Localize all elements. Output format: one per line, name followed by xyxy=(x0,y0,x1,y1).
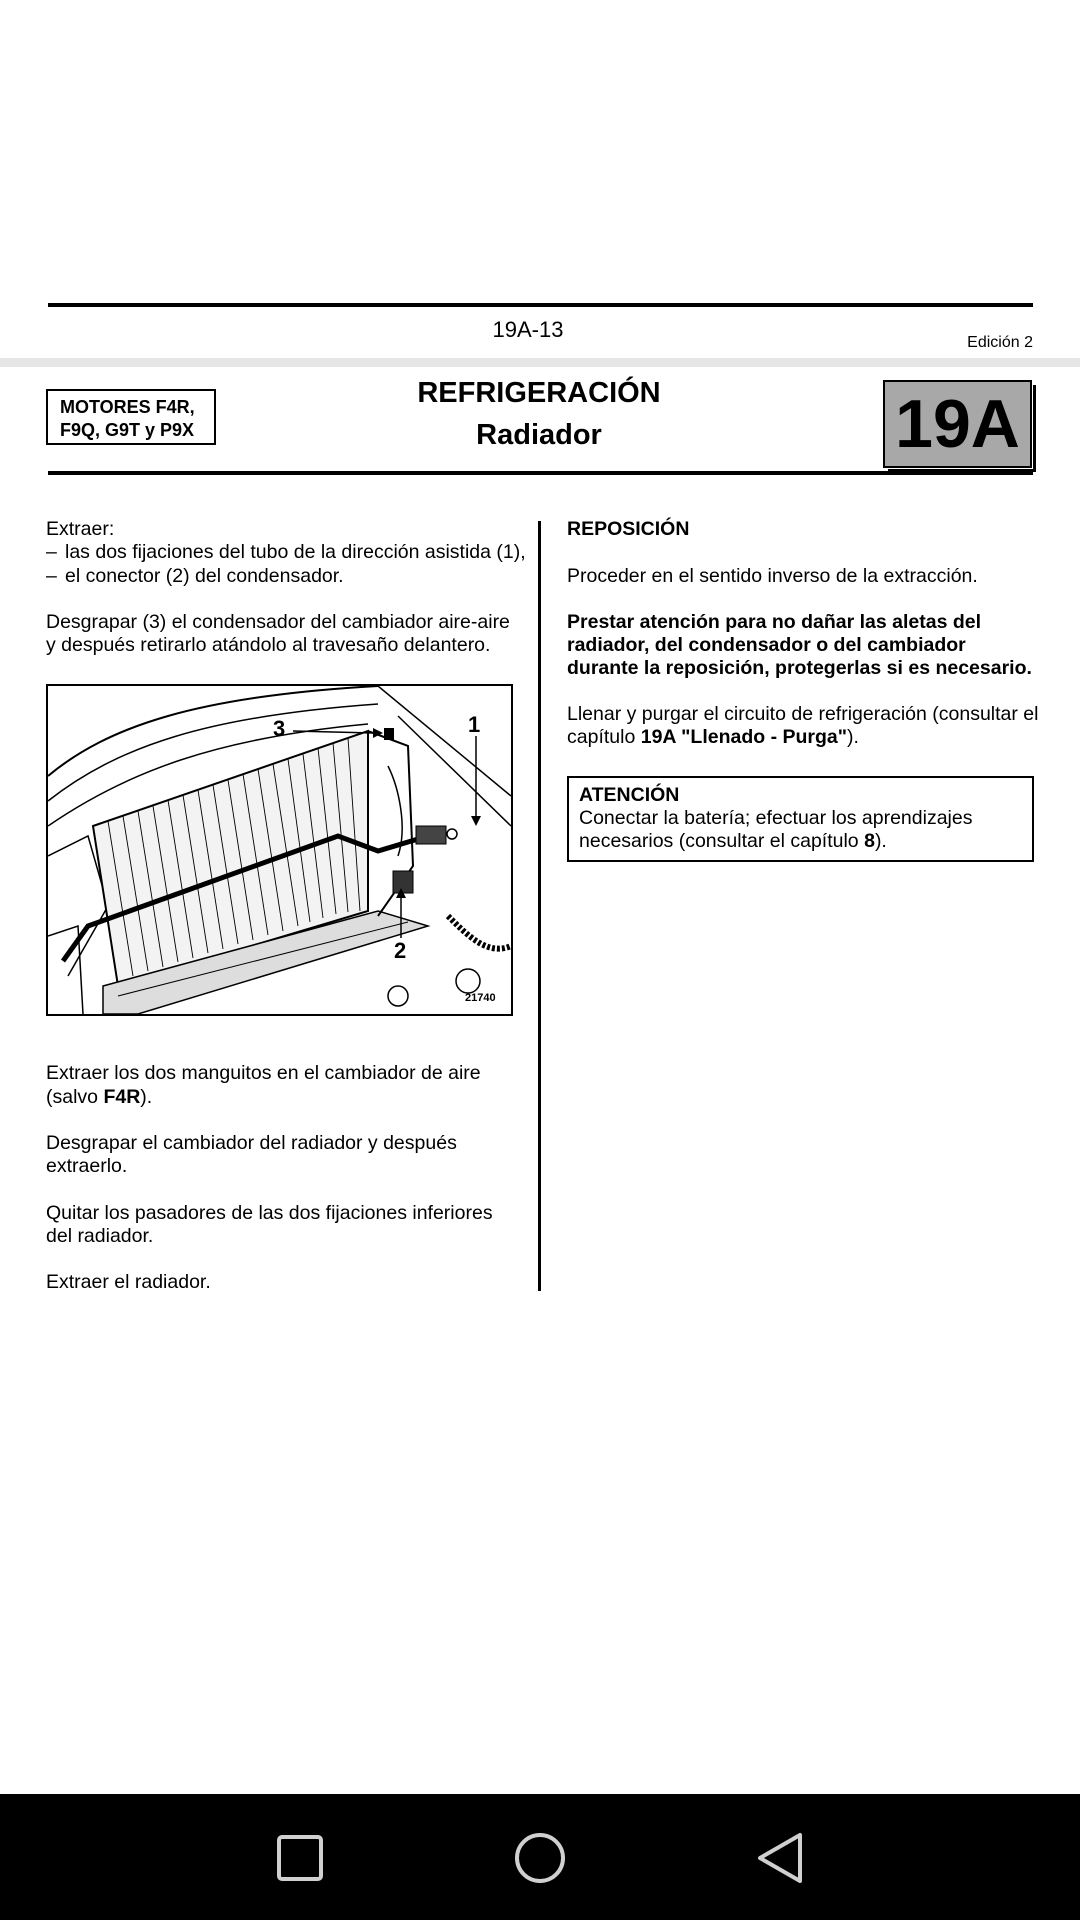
engine-code: F4R xyxy=(103,1086,141,1108)
back-button[interactable] xyxy=(745,1823,815,1893)
paragraph-line: Extraer el radiador. xyxy=(46,1271,211,1293)
figure-reference: 21740 xyxy=(465,992,496,1004)
paragraph-line: Quitar los pasadores de las dos fijaciones inferiores xyxy=(46,1202,493,1224)
refitting-heading: REPOSICIÓN xyxy=(567,518,690,540)
figure-label-3: 3 xyxy=(273,716,286,741)
warning-line: durante la reposición, protegerlas si es necesario. xyxy=(567,657,1032,679)
attention-title: ATENCIÓN xyxy=(579,784,680,806)
text-run: capítulo xyxy=(567,726,641,748)
recents-button[interactable] xyxy=(265,1823,335,1893)
bullet-dash: – xyxy=(46,541,57,563)
top-rule xyxy=(48,303,1033,307)
home-circle-icon xyxy=(514,1832,566,1884)
bullet-dash: – xyxy=(46,565,57,587)
attention-line: Conectar la batería; efectuar los aprendizajes xyxy=(579,807,973,829)
text-run: ). xyxy=(847,726,859,748)
paragraph-line: Llenar y purgar el circuito de refrigeración (consultar el xyxy=(567,703,1039,725)
text-run: necesarios (consultar el capítulo xyxy=(579,830,865,852)
engines-line-1: MOTORES F4R, xyxy=(60,397,195,417)
text-run: (salvo xyxy=(46,1086,104,1108)
home-button[interactable] xyxy=(505,1823,575,1893)
back-triangle-icon xyxy=(756,1832,804,1884)
attention-line xyxy=(579,830,887,854)
section-title: REFRIGERACIÓN xyxy=(417,377,661,409)
chapter-badge: 19A xyxy=(883,380,1032,468)
column-divider xyxy=(538,521,541,1291)
figure-label-1: 1 xyxy=(468,712,481,737)
paragraph-line: Proceder en el sentido inverso de la extracción. xyxy=(567,565,978,587)
paragraph-line: extraerlo. xyxy=(46,1155,128,1177)
bullet-item: el conector (2) del condensador. xyxy=(65,565,344,587)
radiator-figure xyxy=(46,684,513,1016)
chapter-reference: 8 xyxy=(864,830,875,852)
chapter-reference: 19A "Llenado - Purga" xyxy=(640,726,848,748)
bullet-item: las dos fijaciones del tubo de la dirección asistida (1), xyxy=(65,541,526,563)
header-rule xyxy=(48,471,1033,475)
extract-intro: Extraer: xyxy=(46,518,115,540)
paragraph-line: Desgrapar el cambiador del radiador y después xyxy=(46,1132,457,1154)
warning-line: Prestar atención para no dañar las aletas del xyxy=(567,611,982,633)
paragraph-line xyxy=(46,1086,152,1110)
page-number: 19A-13 xyxy=(492,317,564,342)
paragraph-line: Extraer los dos manguitos en el cambiador de aire xyxy=(46,1062,481,1084)
warning-line: radiador, del condensador o del cambiador xyxy=(567,634,966,656)
paragraph-line: del radiador. xyxy=(46,1225,154,1247)
figure-label-2: 2 xyxy=(394,938,407,963)
recents-square-icon xyxy=(277,1835,323,1881)
attention-box xyxy=(567,776,1034,862)
paragraph-line: Desgrapar (3) el condensador del cambiador aire-aire xyxy=(46,611,510,633)
page-divider xyxy=(0,358,1080,367)
text-run: ). xyxy=(140,1086,153,1108)
text-run: ). xyxy=(874,830,887,852)
section-subtitle: Radiador xyxy=(476,419,602,451)
edition-label: Edición 2 xyxy=(967,334,1033,351)
paragraph-line: y después retirarlo atándolo al travesaño delantero. xyxy=(46,634,491,656)
paragraph-line xyxy=(567,726,859,750)
engines-line-2: F9Q, G9T y P9X xyxy=(60,420,195,440)
